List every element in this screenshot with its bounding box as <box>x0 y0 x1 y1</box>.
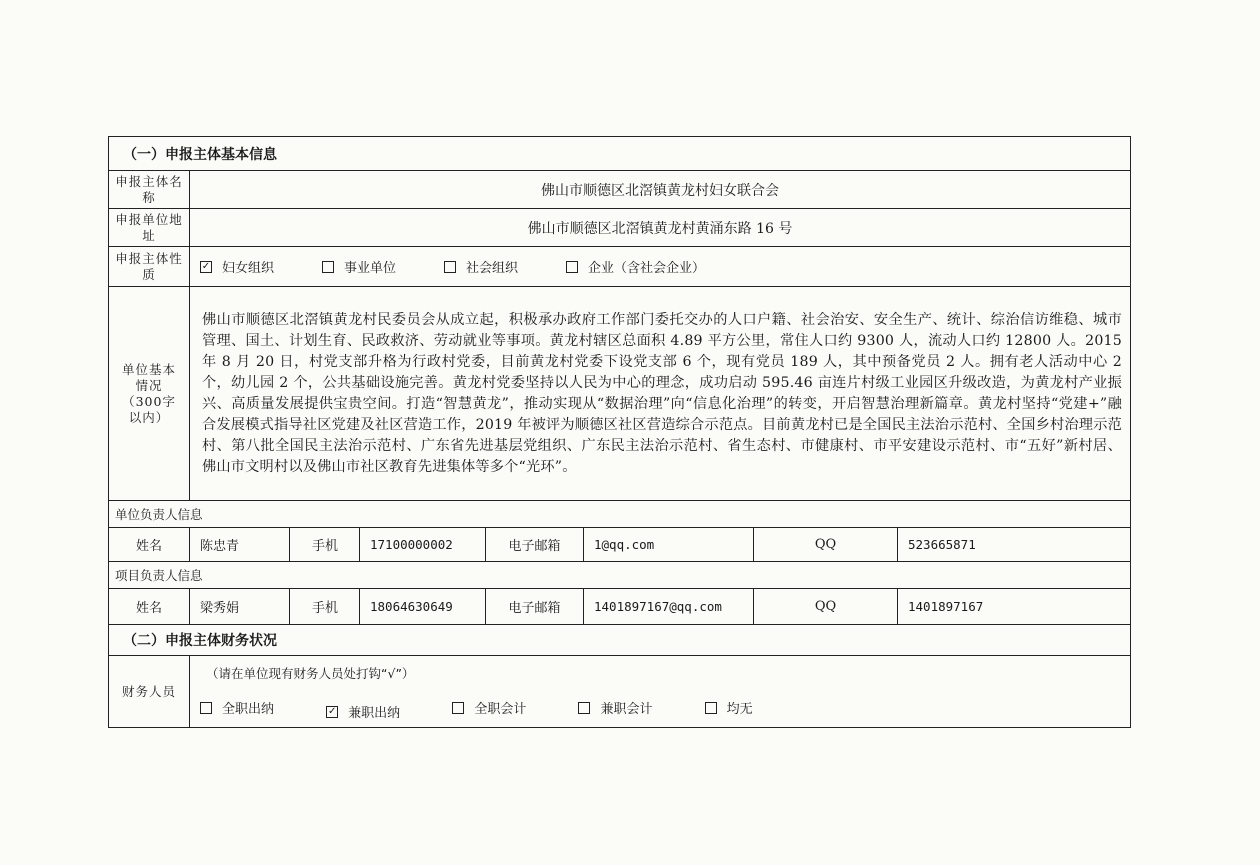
applicant-nature-label: 申报主体性质 <box>115 250 183 282</box>
basic-info-text: 佛山市顺德区北滘镇黄龙村民委员会从成立起，积极承办政府工作部门委托交办的人口户籍、社会治安、安全生产、统计、综治信访维稳、城市管理、国土、计划生育、民政救济、劳动就业等事项。黄龙村辖区总面积 4.89 平方公里，常住人口约 9300 人，流动人口约 12800 人。2015 年 8 月 20 日，村党支部升格为行政村党委，目前黄龙村党委下设党支部 6 个，现有党员 189 人，其中预备党员 2 人。拥有老人活动中心 2 个，幼儿园 2 个，公共基础设施完善。黄龙村党委坚持以人民为中心的理念，成功启动 595.46 亩连片村级工业园区升级改造，为黄龙村产业振兴、高质量发展提供宝贵空间。打造“智慧黄龙”，推动实现从“数据治理”向“信息化治理”的转变，开启智慧治理新篇章。黄龙村坚持“党建+”融合发展模式指导社区党建及社区营造工作，2019 年被评为顺德区社区营造综合示范点。目前黄龙村已是全国民主法治示范村、全国乡村治理示范村、第八批全国民主法治示范村、广东省先进基层党组织、广东民主法治示范村、省生态村、市健康村、市平安建设示范村、市“五好”新村居、佛山市文明村以及佛山市社区教育先进集体等多个“光环”。 <box>189 287 1130 500</box>
unit-head-name-label: 姓名 <box>135 539 162 554</box>
project-head-name-label: 姓名 <box>135 601 162 616</box>
nature-option-label: 社会组织 <box>466 261 519 276</box>
applicant-address-value: 佛山市顺德区北滘镇黄龙村黄涌东路 16 号 <box>189 209 1130 246</box>
checkbox-empty-icon <box>322 261 334 273</box>
nature-option-label: 妇女组织 <box>222 261 275 276</box>
unit-head-heading: 单位负责人信息 <box>115 507 203 522</box>
nature-option-public-institution[interactable] <box>322 257 396 276</box>
applicant-address-label: 申报单位地址 <box>115 211 183 243</box>
finance-option-fulltime-cashier[interactable] <box>200 698 274 717</box>
finance-options <box>200 698 801 721</box>
project-head-heading: 项目负责人信息 <box>115 568 203 583</box>
basic-info-row <box>109 286 1130 500</box>
nature-option-women-org[interactable] <box>200 257 274 276</box>
project-head-heading-row <box>109 561 1130 588</box>
project-head-name: 梁秀娟 <box>189 589 289 624</box>
section1-header-row <box>109 137 1130 170</box>
finance-option-label: 兼职出纳 <box>348 706 401 721</box>
checkbox-checked-icon: ✓ <box>201 260 211 272</box>
unit-head-row <box>109 527 1130 561</box>
applicant-nature-row <box>109 246 1130 286</box>
checkbox-empty-icon <box>444 261 456 273</box>
unit-head-email: 1@qq.com <box>583 528 753 561</box>
checkbox-empty-icon <box>452 702 464 714</box>
project-head-row <box>109 588 1130 624</box>
unit-head-phone-label: 手机 <box>289 528 359 561</box>
finance-option-label: 兼职会计 <box>600 702 653 717</box>
checkbox-checked-icon: ✓ <box>327 705 337 717</box>
nature-option-label: 企业（含社会企业） <box>588 261 706 276</box>
finance-option-none[interactable] <box>705 698 753 717</box>
unit-head-heading-row <box>109 500 1130 527</box>
nature-option-enterprise[interactable] <box>566 257 705 276</box>
finance-staff-row <box>109 655 1130 727</box>
finance-staff-label: 财务人员 <box>121 683 176 699</box>
checkbox-empty-icon <box>705 702 717 714</box>
basic-info-label: 单位基本情况（300字以内） <box>121 361 176 425</box>
checkbox-empty-icon <box>566 261 578 273</box>
unit-head-qq: 523665871 <box>897 528 1130 561</box>
finance-option-fulltime-accountant[interactable] <box>452 698 526 717</box>
nature-option-social-org[interactable] <box>444 257 518 276</box>
applicant-name-label: 申报主体名称 <box>115 173 183 205</box>
finance-option-label: 全职出纳 <box>222 702 275 717</box>
section2-header-row <box>109 624 1130 655</box>
finance-option-parttime-cashier[interactable] <box>326 702 400 721</box>
unit-head-phone: 17100000002 <box>359 528 485 561</box>
checkbox-empty-icon <box>200 702 212 714</box>
finance-option-parttime-accountant[interactable] <box>578 698 652 717</box>
unit-head-qq-label: QQ <box>753 528 897 561</box>
application-form <box>108 136 1131 728</box>
unit-head-name: 陈忠青 <box>189 528 289 561</box>
finance-staff-note: （请在单位现有财务人员处打钩“√”） <box>206 666 415 681</box>
project-head-phone: 18064630649 <box>359 589 485 624</box>
section1-title: （一）申报主体基本信息 <box>123 146 277 163</box>
finance-staff-content <box>189 656 1130 727</box>
section2-title: （二）申报主体财务状况 <box>123 633 277 649</box>
project-head-email-label: 电子邮箱 <box>485 589 583 624</box>
nature-option-label: 事业单位 <box>344 261 397 276</box>
finance-option-label: 全职会计 <box>474 702 527 717</box>
finance-option-label: 均无 <box>726 702 753 717</box>
unit-head-email-label: 电子邮箱 <box>485 528 583 561</box>
nature-options <box>189 247 1130 286</box>
project-head-qq: 1401897167 <box>897 589 1130 624</box>
project-head-qq-label: QQ <box>753 589 897 624</box>
project-head-phone-label: 手机 <box>289 589 359 624</box>
applicant-address-row <box>109 208 1130 246</box>
applicant-name-row <box>109 170 1130 208</box>
applicant-name-value: 佛山市顺德区北滘镇黄龙村妇女联合会 <box>189 171 1130 208</box>
project-head-email: 1401897167@qq.com <box>583 589 753 624</box>
checkbox-empty-icon <box>578 702 590 714</box>
